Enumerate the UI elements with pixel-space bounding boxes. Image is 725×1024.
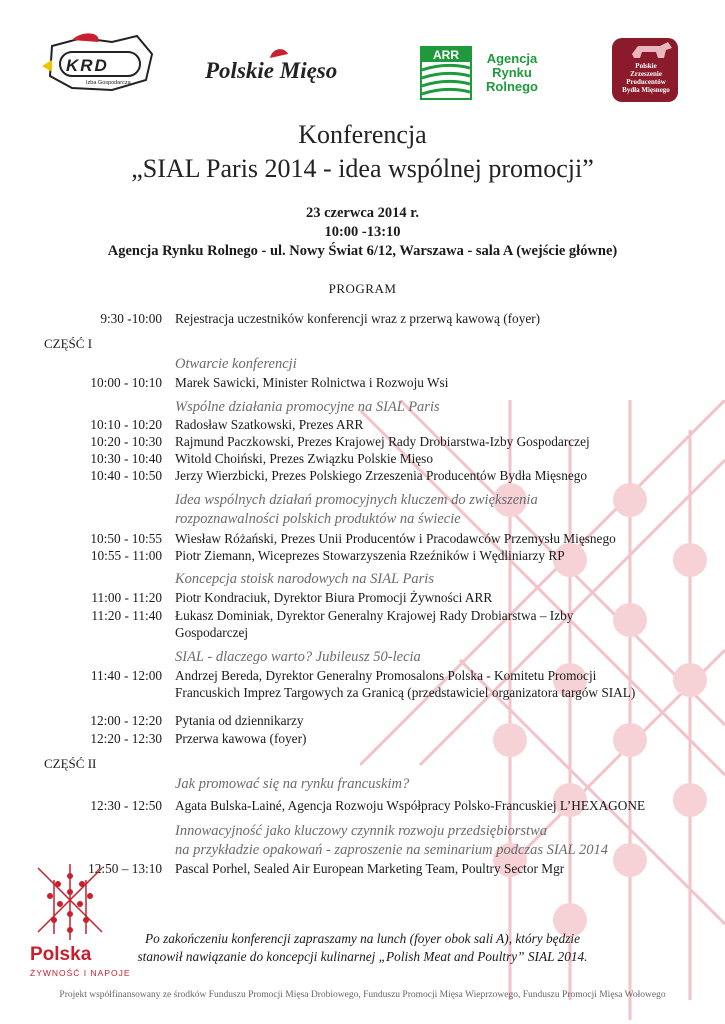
- schedule-text: Piotr Kondraciuk, Dyrektor Biura Promocji Żywności ARR: [175, 590, 493, 605]
- schedule-time: 11:20 - 11:40: [91, 608, 162, 623]
- pzpbm-line3: Producentów: [626, 78, 666, 86]
- event-time: 10:00 -13:10: [324, 224, 401, 240]
- pzpbm-line2: Zrzeszenie: [630, 70, 662, 78]
- closing-note: [110, 930, 615, 965]
- topic-heading: Koncepcja stoisk narodowych na SIAL Paris: [175, 571, 434, 587]
- pzpbm-line4: Bydła Mięsnego: [622, 86, 670, 94]
- schedule-text: Rejestracja uczestników konferencji wraz z przerwą kawową (foyer): [175, 311, 541, 326]
- schedule-time: 10:55 - 11:00: [90, 548, 162, 563]
- footer-note: Projekt współfinansowany ze środków Funduszu Promocji Mięsa Drobiowego, Funduszu Promocji Mięsa Wieprzowego, Funduszu Promocji Mięsa Wołowego: [59, 990, 666, 1000]
- schedule-time: 12:50 – 13:10: [88, 861, 162, 876]
- closing-line1: Po zakończeniu konferencji zapraszamy na lunch (foyer obok sali A), który będzie: [144, 931, 580, 946]
- topic-heading: Wspólne działania promocyjne na SIAL Paris: [175, 399, 440, 415]
- schedule-time: 11:00 - 11:20: [91, 590, 162, 605]
- schedule-time: 9:30 -10:00: [100, 311, 162, 326]
- krd-logo-text: KRD: [66, 56, 109, 75]
- schedule-text: Piotr Ziemann, Wiceprezes Stowarzyszenia Rzeźników i Wędliniarzy RP: [175, 548, 565, 563]
- topic-heading: Innowacyjność jako kluczowy czynnik rozwoju przedsiębiorstwa: [175, 823, 547, 839]
- bull-icon: [630, 40, 674, 60]
- schedule-text: Radosław Szatkowski, Prezes ARR: [175, 417, 364, 432]
- schedule-time: 10:10 - 10:20: [90, 417, 162, 432]
- schedule-time: 10:50 - 10:55: [90, 531, 162, 546]
- schedule-text-cont: Francuskich Imprez Targowych za Granicą (przedstawiciel organizatora targów SIAL): [175, 685, 636, 700]
- schedule-text: Przerwa kawowa (foyer): [175, 731, 307, 746]
- pzpbm-logo-text: [616, 62, 676, 94]
- topic-heading: Jak promować się na rynku francuskim?: [175, 776, 410, 792]
- schedule-text: Marek Sawicki, Minister Rolnictwa i Rozwoju Wsi: [175, 375, 449, 390]
- program-heading: PROGRAM: [328, 281, 397, 296]
- schedule-time: 10:30 - 10:40: [90, 451, 162, 466]
- schedule-text: Łukasz Dominiak, Dyrektor Generalny Krajowej Rady Drobiarstwa – Izby: [175, 608, 574, 623]
- arr-logo-name: [476, 52, 548, 94]
- arr-line1: Agencja: [486, 51, 538, 66]
- polska-logo-text: Polska: [30, 944, 92, 965]
- schedule-text: Jerzy Wierzbicki, Prezes Polskiego Zrzeszenia Producentów Bydła Mięsnego: [175, 468, 588, 483]
- schedule-text-cont: Gospodarczej: [175, 625, 249, 640]
- schedule-text: Agata Bulska-Lainé, Agencja Rozwoju Współpracy Polsko-Francuskiej L’HEXAGONE: [175, 798, 646, 813]
- part-two-heading: CZĘŚĆ II: [44, 756, 97, 771]
- field-stripes-icon: [422, 62, 470, 98]
- closing-line2: stanowił nawiązanie do koncepcji kulinarnej „Polish Meat and Poultry” SIAL 2014.: [137, 948, 588, 964]
- schedule-text: Witold Choiński, Prezes Związku Polskie Mięso: [175, 451, 433, 466]
- schedule-text: Wiesław Różański, Prezes Unii Producentów i Pracodawców Przemysłu Mięsnego: [175, 531, 616, 546]
- arr-line2: Rynku: [492, 65, 532, 80]
- polska-logo-tagline: ŻYWNOŚĆ I NAPOJE: [30, 968, 131, 978]
- event-venue: Agencja Rynku Rolnego - ul. Nowy Świat 6/12, Warszawa - sala A (wejście główne): [107, 243, 618, 259]
- schedule-time: 11:40 - 12:00: [90, 668, 162, 683]
- schedule-time: 12:30 - 12:50: [90, 798, 162, 813]
- schedule-text: Pytania od dziennikarzy: [175, 713, 304, 728]
- polskie-mieso-logo: Polskie Mięso: [205, 58, 338, 83]
- polska-folk-icon: [34, 864, 106, 940]
- schedule-time: 10:20 - 10:30: [90, 434, 162, 449]
- title-line1: Konferencja: [298, 120, 427, 149]
- part-one-heading: CZĘŚĆ I: [44, 336, 93, 351]
- event-meta: [0, 204, 725, 261]
- title-line2: „SIAL Paris 2014 - idea wspólnej promocji”: [131, 154, 594, 183]
- topic-heading: Otwarcie konferencji: [175, 356, 297, 372]
- topic-heading-cont: na przykładzie opakowań - zaproszenie na seminarium podczas SIAL 2014: [175, 842, 608, 858]
- schedule-time: 10:00 - 10:10: [90, 375, 162, 390]
- topic-heading-cont: rozpoznawalności polskich produktów na świecie: [175, 511, 461, 527]
- krd-logo-subtitle: Izba Gospodarcza: [86, 80, 131, 86]
- event-date: 23 czerwca 2014 r.: [305, 205, 419, 221]
- pzpbm-logo: [612, 38, 678, 102]
- arr-logo: [420, 46, 472, 100]
- arr-line3: Rolnego: [486, 79, 538, 94]
- arr-logo-abbr: ARR: [422, 48, 470, 62]
- schedule-time: 12:20 - 12:30: [90, 731, 162, 746]
- schedule-text: Pascal Porhel, Sealed Air European Marketing Team, Poultry Sector Mgr: [175, 861, 565, 876]
- schedule-text: Rajmund Paczkowski, Prezes Krajowej Rady Drobiarstwa-Izby Gospodarczej: [175, 434, 590, 449]
- topic-heading: Idea wspólnych działań promocyjnych kluczem do zwiększenia: [175, 492, 538, 508]
- logo-bar: [0, 28, 725, 108]
- pzpbm-line1: Polskie: [635, 62, 657, 70]
- schedule-time: 12:00 - 12:20: [90, 713, 162, 728]
- topic-heading: SIAL - dlaczego warto? Jubileusz 50-lecia: [175, 649, 421, 665]
- polskie-mieso-hat-icon: [268, 46, 290, 60]
- schedule-text: Andrzej Bereda, Dyrektor Generalny Promosalons Polska - Komitetu Promocji: [175, 668, 597, 683]
- page-title: [0, 118, 725, 186]
- schedule-time: 10:40 - 10:50: [90, 468, 162, 483]
